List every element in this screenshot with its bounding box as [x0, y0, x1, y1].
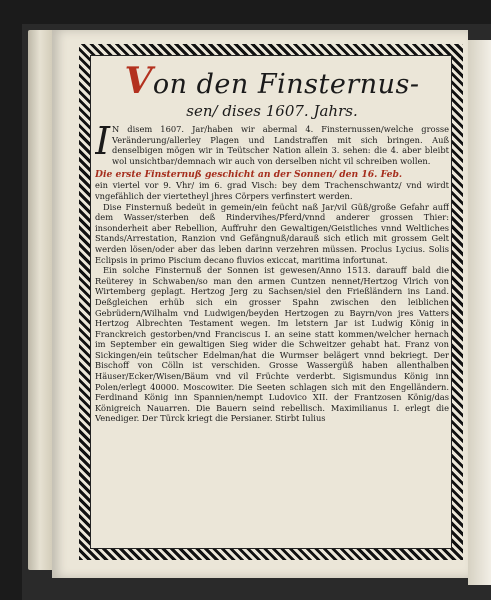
dropcap: I	[95, 119, 111, 163]
title-initial: V	[124, 60, 153, 102]
page-subtitle: sen/ dises 1607. Jahrs.	[186, 102, 358, 120]
intro-paragraph	[95, 119, 449, 166]
page-content	[95, 60, 449, 546]
section-lead: ein viertel vor 9. Vhr/ im 6. grad Visch: bey dem Trachenschwantz/ vnd wirdt vngefählich der viertetheyl jhres Cörpers verfinstert werden.	[95, 180, 449, 201]
section-heading: Die erste Finsternuß geschicht an der Sonnen/ den 16. Feb.	[95, 169, 403, 181]
paragraph-meaning: Dise Finsternuß bedeüt in gemein/ein feücht naß Jar/vil Güß/große Gefahr auff dem Wasser/sterben deß Rindervihes/Pferd/vnnd anderer grossen Thier: insonderheit aber Rebellion, Auffruhr den Gewaltigen/Geistliches vnnd Weltliches Stands/Arrestation, Ranzion vnd Gefängnuß/darauß sich etlich mit grossem Gelt werden lösen/oder aber das leben darinn verzehren müssen. Proclus Lycius. Solis Eclipsis in primo Piscium decano fluvios exiccat, maritima infortunat.	[95, 201, 449, 265]
intro-text: N disem 1607. Jar/haben wir abermal 4. Finsternussen/welche grosse Veränderung/allerley Plagen und Landstraffen mit sich bringen. Auß denselbigen mögen wir in Teütscher Nation allein 3. sehen: die 4. aber bleibt wol unsichtbar/demnach wir auch von derselben nicht vil schreiben wollen.	[112, 124, 449, 166]
page-title	[95, 60, 449, 102]
page-edge-right	[468, 40, 491, 585]
title-line1: on den Finsternus-	[152, 69, 420, 100]
paragraph-history: Ein solche Finsternuß der Sonnen ist gewesen/Anno 1513. darauff bald die Reüterey in Schwaben/so man den armen Cuntzen nennet/Hertzog Vlrich von Wirtemberg geplagt. Hertzog Jerg zu Sachsen/siel den Frießländern ins Land. Deßgleichen erhüb sich ein grosser Spahn zwischen den leiblichen Gebrüdern/Wilhalm vnd Ludwigen/beyden Hertzogen zu Bayrn/von jres Vatters Hertzog Albrechten Testament wegen. Im letstern Jar ist Ludwig König in Franckreich gestorben/vnd Franciscus I. an seine statt kommen/welcher hernach im September ein gewaltigen Sieg wider die Schweitzer gehabt hat. Franz von Sickingen/ein teütscher Edelman/hat die Wurmser belägert vnnd bekriegt. Der Bischoff von Cölln ist verschiden. Grosse Wassergüß haben allenthalben Häuser/Ecker/Wisen/Bäum vnd vil Früchte verderbt. Sigismundus König inn Polen/erlegt 40000. Moscowiter. Die Seeten schlagen sich mit den Engelländern. Ferdinand König inn Spannien/nempt Ludovico XII. der Frantzosen König/das Königreich Nauarren. Die Bauern seind rebellisch. Maximilianus I. erlegt die Venediger. Der Türck kriegt die Persianer. Stirbt Iulius	[95, 265, 449, 424]
